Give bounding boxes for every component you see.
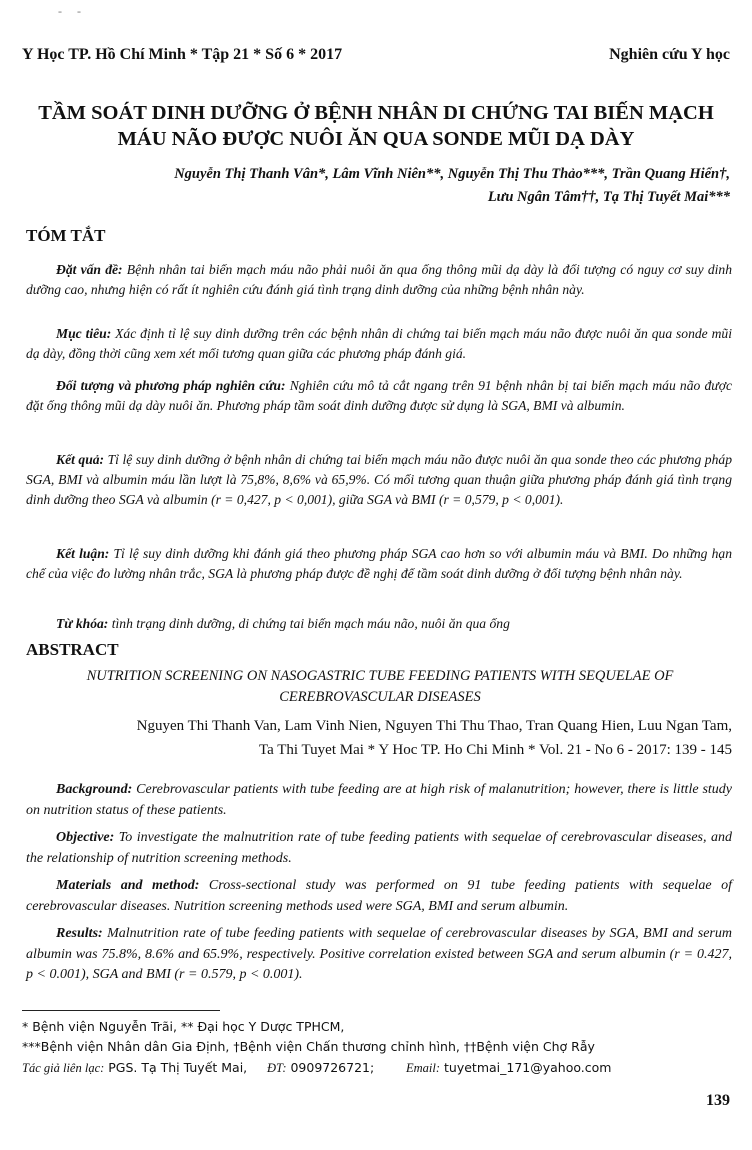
abstract-objective xyxy=(26,828,732,869)
contact-name: PGS. Tạ Thị Tuyết Mai, xyxy=(104,1060,248,1075)
label: Objective: xyxy=(56,830,115,845)
label: Background: xyxy=(56,782,133,797)
abstract-results xyxy=(26,924,732,986)
footnote-affiliations-2: ***Bệnh viện Nhân dân Gia Định, †Bệnh viện Chấn thương chỉnh hình, ††Bệnh viện Chợ Rẫy xyxy=(22,1039,595,1054)
abstract-heading: ABSTRACT xyxy=(26,640,119,659)
text: Malnutrition rate of tube feeding patients with sequelae of cerebrovascular diseases by SGA, BMI and serum albumin was 75.8%, 8.6% and 65.9%, respectively. Positive correlation existed between SGA and serum albumin (r = 0.427, p < 0.001), SGA and BMI (r = 0.579, p < 0.001). xyxy=(26,926,732,982)
text: Cross-sectional study was performed on 91 tube feeding patients with sequelae of cerebrovascular diseases. Nutrition screening methods used were SGA, BMI and serum albumin. xyxy=(26,878,732,914)
article-title xyxy=(20,100,732,152)
scan-marks: - - xyxy=(58,4,87,18)
title-line-1: TẦM SOÁT DINH DƯỠNG Ở BỆNH NHÂN DI CHỨNG TAI BIẾN MẠCH xyxy=(38,102,714,124)
email-label: Email: xyxy=(406,1061,441,1075)
title-line-2: MÁU NÃO ĐƯỢC NUÔI ĂN QUA SONDE MŨI DẠ DÀY xyxy=(117,128,635,150)
text: To investigate the malnutrition rate of tube feeding patients with sequelae of cerebrovascular diseases, and the relationship of nutrition screening methods. xyxy=(26,830,732,866)
text: Cerebrovascular patients with tube feeding are at high risk of malanutrition; however, there is little study on nutrition status of these patients. xyxy=(26,782,732,818)
text: Nghiên cứu mô tả cắt ngang trên 91 bệnh nhân bị tai biến mạch máu não được đặt ống thông mũi dạ dày nuôi ăn. Phương pháp tầm soát dinh dưỡng được sử dụng là SGA, BMI và albumin. xyxy=(26,378,732,413)
section-header: Nghiên cứu Y học xyxy=(609,46,730,63)
summary-results xyxy=(26,450,732,510)
page-number: 139 xyxy=(706,1092,730,1109)
author-list xyxy=(130,163,730,209)
english-title-line-2: CEREBROVASCULAR DISEASES xyxy=(279,689,481,705)
text: tình trạng dinh dưỡng, di chứng tai biến mạch máu não, nuôi ăn qua ống xyxy=(108,616,510,631)
label: Mục tiêu: xyxy=(56,326,112,341)
abstract-materials xyxy=(26,876,732,917)
label: Kết quả: xyxy=(56,452,105,467)
text: Xác định tỉ lệ suy dinh dưỡng trên các bệnh nhân di chứng tai biến mạch máu não được nuôi ăn qua sonde mũi dạ dày, đồng thời cũng xem xét mối tương quan giữa các phương pháp đánh giá. xyxy=(26,326,732,361)
label: Đặt vấn đề: xyxy=(56,262,123,277)
abstract-background xyxy=(26,780,732,821)
summary-objective xyxy=(26,324,732,364)
text: Bệnh nhân tai biến mạch máu não phải nuôi ăn qua ống thông mũi dạ dày là đối tượng có nguy cơ suy dinh dưỡng cao, nhưng hiện có rất ít nghiên cứu đánh giá tình trạng dinh dưỡng của những bệnh nhân này. xyxy=(26,262,732,297)
summary-heading: TÓM TẮT xyxy=(26,226,106,245)
label: Kết luận: xyxy=(56,546,110,561)
english-authors-line-2: Ta Thi Tuyet Mai * Y Hoc TP. Ho Chi Minh * Vol. 21 - No 6 - 2017: 139 - 145 xyxy=(258,742,732,758)
footnote-affiliations-1: * Bệnh viện Nguyễn Trãi, ** Đại học Y Dược TPHCM, xyxy=(22,1019,345,1034)
summary-conclusion xyxy=(26,544,732,584)
label: Materials and method: xyxy=(56,878,200,893)
summary-keywords xyxy=(26,614,732,634)
english-title xyxy=(40,666,720,708)
summary-background xyxy=(26,260,732,300)
email-link[interactable]: tuyetmai_171@yahoo.com xyxy=(440,1060,612,1075)
footnote-divider xyxy=(22,1010,220,1011)
label: Đối tượng và phương pháp nghiên cứu: xyxy=(56,378,286,393)
text: Tỉ lệ suy dinh dưỡng ở bệnh nhân di chứng tai biến mạch máu não được nuôi ăn qua sonde theo các phương pháp SGA, BMI và albumin máu lần lượt là 75,8%, 8,6% và 65,9%. Có mối tương quan thuận giữa phương pháp đánh giá tình trạng dinh dưỡng theo SGA và albumin (r = 0,427, p < 0,001), giữa SGA và BMI (r = 0,579, p < 0,001). xyxy=(26,452,732,507)
label: Từ khóa: xyxy=(56,616,109,631)
text: Tỉ lệ suy dinh dưỡng khi đánh giá theo phương pháp SGA cao hơn so với albumin máu và BMI. Do những hạn chế của việc đo lường nhân trắc, SGA là phương pháp được đề nghị để tầm soát dinh dưỡng ở đối tượng bệnh nhân này. xyxy=(26,546,733,581)
contact-label: Tác giả liên lạc: xyxy=(22,1061,105,1075)
summary-methods xyxy=(26,376,732,416)
english-authors-line-1: Nguyen Thi Thanh Van, Lam Vinh Nien, Nguyen Thi Thu Thao, Tran Quang Hien, Luu Ngan Tam, xyxy=(136,718,732,734)
authors-line-1: Nguyễn Thị Thanh Vân*, Lâm Vĩnh Niên**, Nguyễn Thị Thu Thảo***, Trần Quang Hiển†, xyxy=(174,166,730,182)
english-authors xyxy=(26,714,732,762)
phone-label: ĐT: xyxy=(267,1061,287,1075)
english-title-line-1: NUTRITION SCREENING ON NASOGASTRIC TUBE FEEDING PATIENTS WITH SEQUELAE OF xyxy=(86,668,674,684)
phone: 0909726721; xyxy=(286,1060,375,1075)
authors-line-2: Lưu Ngân Tâm††, Tạ Thị Tuyết Mai*** xyxy=(487,189,730,205)
journal-header: Y Học TP. Hồ Chí Minh * Tập 21 * Số 6 * 2017 xyxy=(22,46,343,63)
label: Results: xyxy=(56,926,103,941)
footnote-contact xyxy=(22,1059,611,1077)
